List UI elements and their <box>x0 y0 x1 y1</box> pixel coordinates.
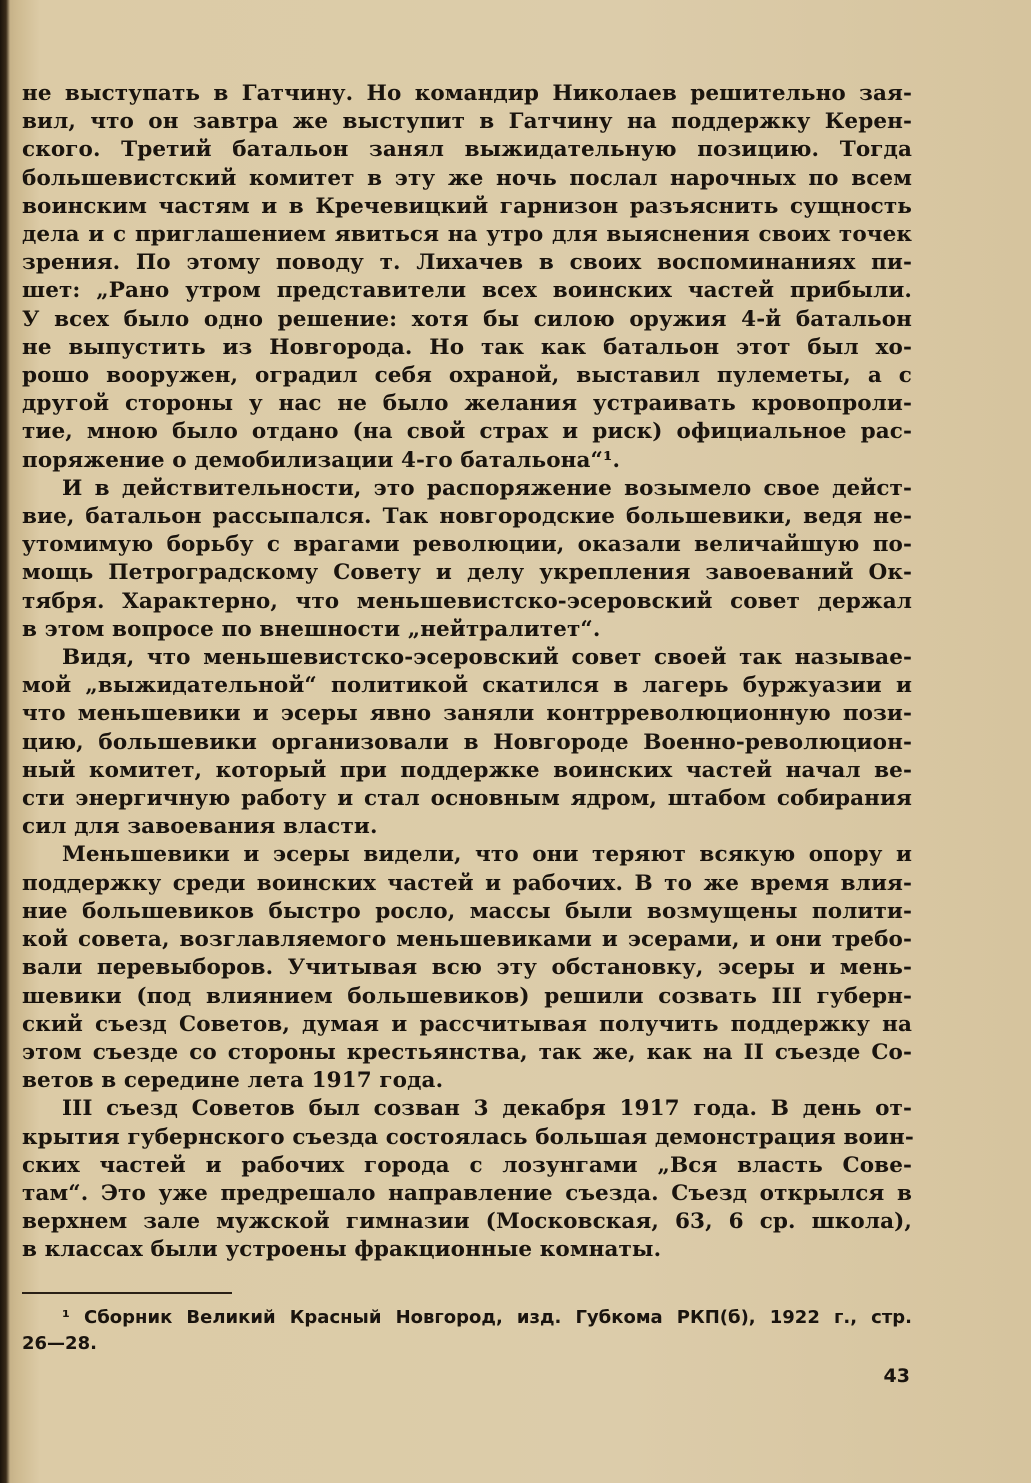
text-line: крытия губернского съезда состоялась большая демонстрация воин- <box>22 1124 914 1150</box>
text-line: III съезд Советов был созван 3 декабря 1917 года. В день от- <box>62 1096 912 1122</box>
text-line: там“. Это уже предрешало направление съезда. Съезд открылся в <box>22 1180 912 1206</box>
text-line: другой стороны у нас не было желания устраивать кровопроли- <box>22 391 912 417</box>
footnote <box>22 1305 912 1357</box>
text-line: сти энергичную работу и стал основным ядром, штабом собирания <box>22 786 912 812</box>
text-line: ветов в середине лета 1917 года. <box>22 1068 444 1094</box>
text-line: рошо вооружен, оградил себя охраной, выставил пулеметы, а с <box>22 363 912 389</box>
paragraph-2 <box>22 475 912 644</box>
text-line: ских частей и рабочих города с лозунгами „Вся власть Сове- <box>22 1152 912 1178</box>
text-line: вали перевыборов. Учитывая всю эту обстановку, эсеры и мень- <box>22 955 912 981</box>
footnote-line: 26—28. <box>22 1333 97 1354</box>
text-line: этом съезде со стороны крестьянства, так же, как на II съезде Со- <box>22 1039 912 1065</box>
text-line: в классах были устроены фракционные комнаты. <box>22 1237 662 1263</box>
paragraph-5 <box>22 1095 912 1264</box>
text-line: поддержку среди воинских частей и рабочих. В то же время влия- <box>22 870 912 896</box>
text-line: утомимую борьбу с врагами революции, оказали величайшую по- <box>22 532 912 558</box>
text-line: верхнем зале мужской гимназии (Московская, 63, 6 ср. школа), <box>22 1209 912 1235</box>
text-line: шевики (под влиянием большевиков) решили созвать III губерн- <box>22 983 912 1009</box>
text-line: цию, большевики организовали в Новгороде Военно-революцион- <box>22 729 912 755</box>
paragraph-3 <box>22 644 912 841</box>
text-line: тября. Характерно, что меньшевистско-эсеровский совет держал <box>22 588 912 614</box>
text-line: вие, батальон рассыпался. Так новгородские большевики, ведя не- <box>22 504 912 530</box>
text-line: вил, что он завтра же выступит в Гатчину на поддержку Керен- <box>22 109 912 135</box>
text-line: У всех было одно решение: хотя бы силою оружия 4-й батальон <box>22 306 912 332</box>
text-line: дела и с приглашением явиться на утро для выяснения своих точек <box>22 222 912 248</box>
text-line: тие, мною было отдано (на свой страх и риск) официальное рас- <box>22 419 912 445</box>
text-line: поряжение о демобилизации 4-го батальона“¹. <box>22 447 621 473</box>
text-line: шет: „Рано утром представители всех воинских частей прибыли. <box>22 278 912 304</box>
footnote-divider <box>22 1292 232 1294</box>
paragraph-4 <box>22 841 912 1095</box>
binding-edge <box>0 0 10 1483</box>
text-line: ный комитет, который при поддержке воинских частей начал ве- <box>22 757 912 783</box>
text-line: не выпустить из Новгорода. Но так как батальон этот был хо- <box>22 334 912 360</box>
text-line: воинским частям и в Кречевицкий гарнизон разъяснить сущность <box>22 193 912 219</box>
text-line: мощь Петроградскому Совету и делу укрепления завоеваний Ок- <box>22 560 912 586</box>
text-line: мой „выжидательной“ политикой скатился в лагерь буржуазии и <box>22 673 912 699</box>
text-line: в этом вопросе по внешности „нейтралитет“. <box>22 616 601 642</box>
page-number: 43 <box>883 1365 910 1387</box>
text-line: ского. Третий батальон занял выжидательную позицию. Тогда <box>22 137 912 163</box>
text-line: И в действительности, это распоряжение возымело свое дейст- <box>62 475 912 501</box>
text-line: что меньшевики и эсеры явно заняли контрреволюционную пози- <box>22 701 912 727</box>
text-line: большевистский комитет в эту же ночь послал нарочных по всем <box>22 165 912 191</box>
text-line: зрения. По этому поводу т. Лихачев в своих воспоминаниях пи- <box>22 250 912 276</box>
text-line: ние большевиков быстро росло, массы были возмущены полити- <box>22 898 912 924</box>
text-line: сил для завоевания власти. <box>22 814 378 840</box>
text-line: Видя, что меньшевистско-эсеровский совет своей так называе- <box>62 645 912 671</box>
text-line: Меньшевики и эсеры видели, что они теряют всякую опору и <box>62 842 912 868</box>
footnote-line: ¹ Сборник Великий Красный Новгород, изд. Губкома РКП(б), 1922 г., стр. <box>62 1307 912 1328</box>
text-line: ский съезд Советов, думая и рассчитывая получить поддержку на <box>22 1011 912 1037</box>
text-line: не выступать в Гатчину. Но командир Николаев решительно зая- <box>22 81 912 106</box>
paragraph-1 <box>22 80 912 475</box>
text-line: кой совета, возглавляемого меньшевиками и эсерами, и они требо- <box>22 927 912 953</box>
main-text <box>22 80 912 1265</box>
